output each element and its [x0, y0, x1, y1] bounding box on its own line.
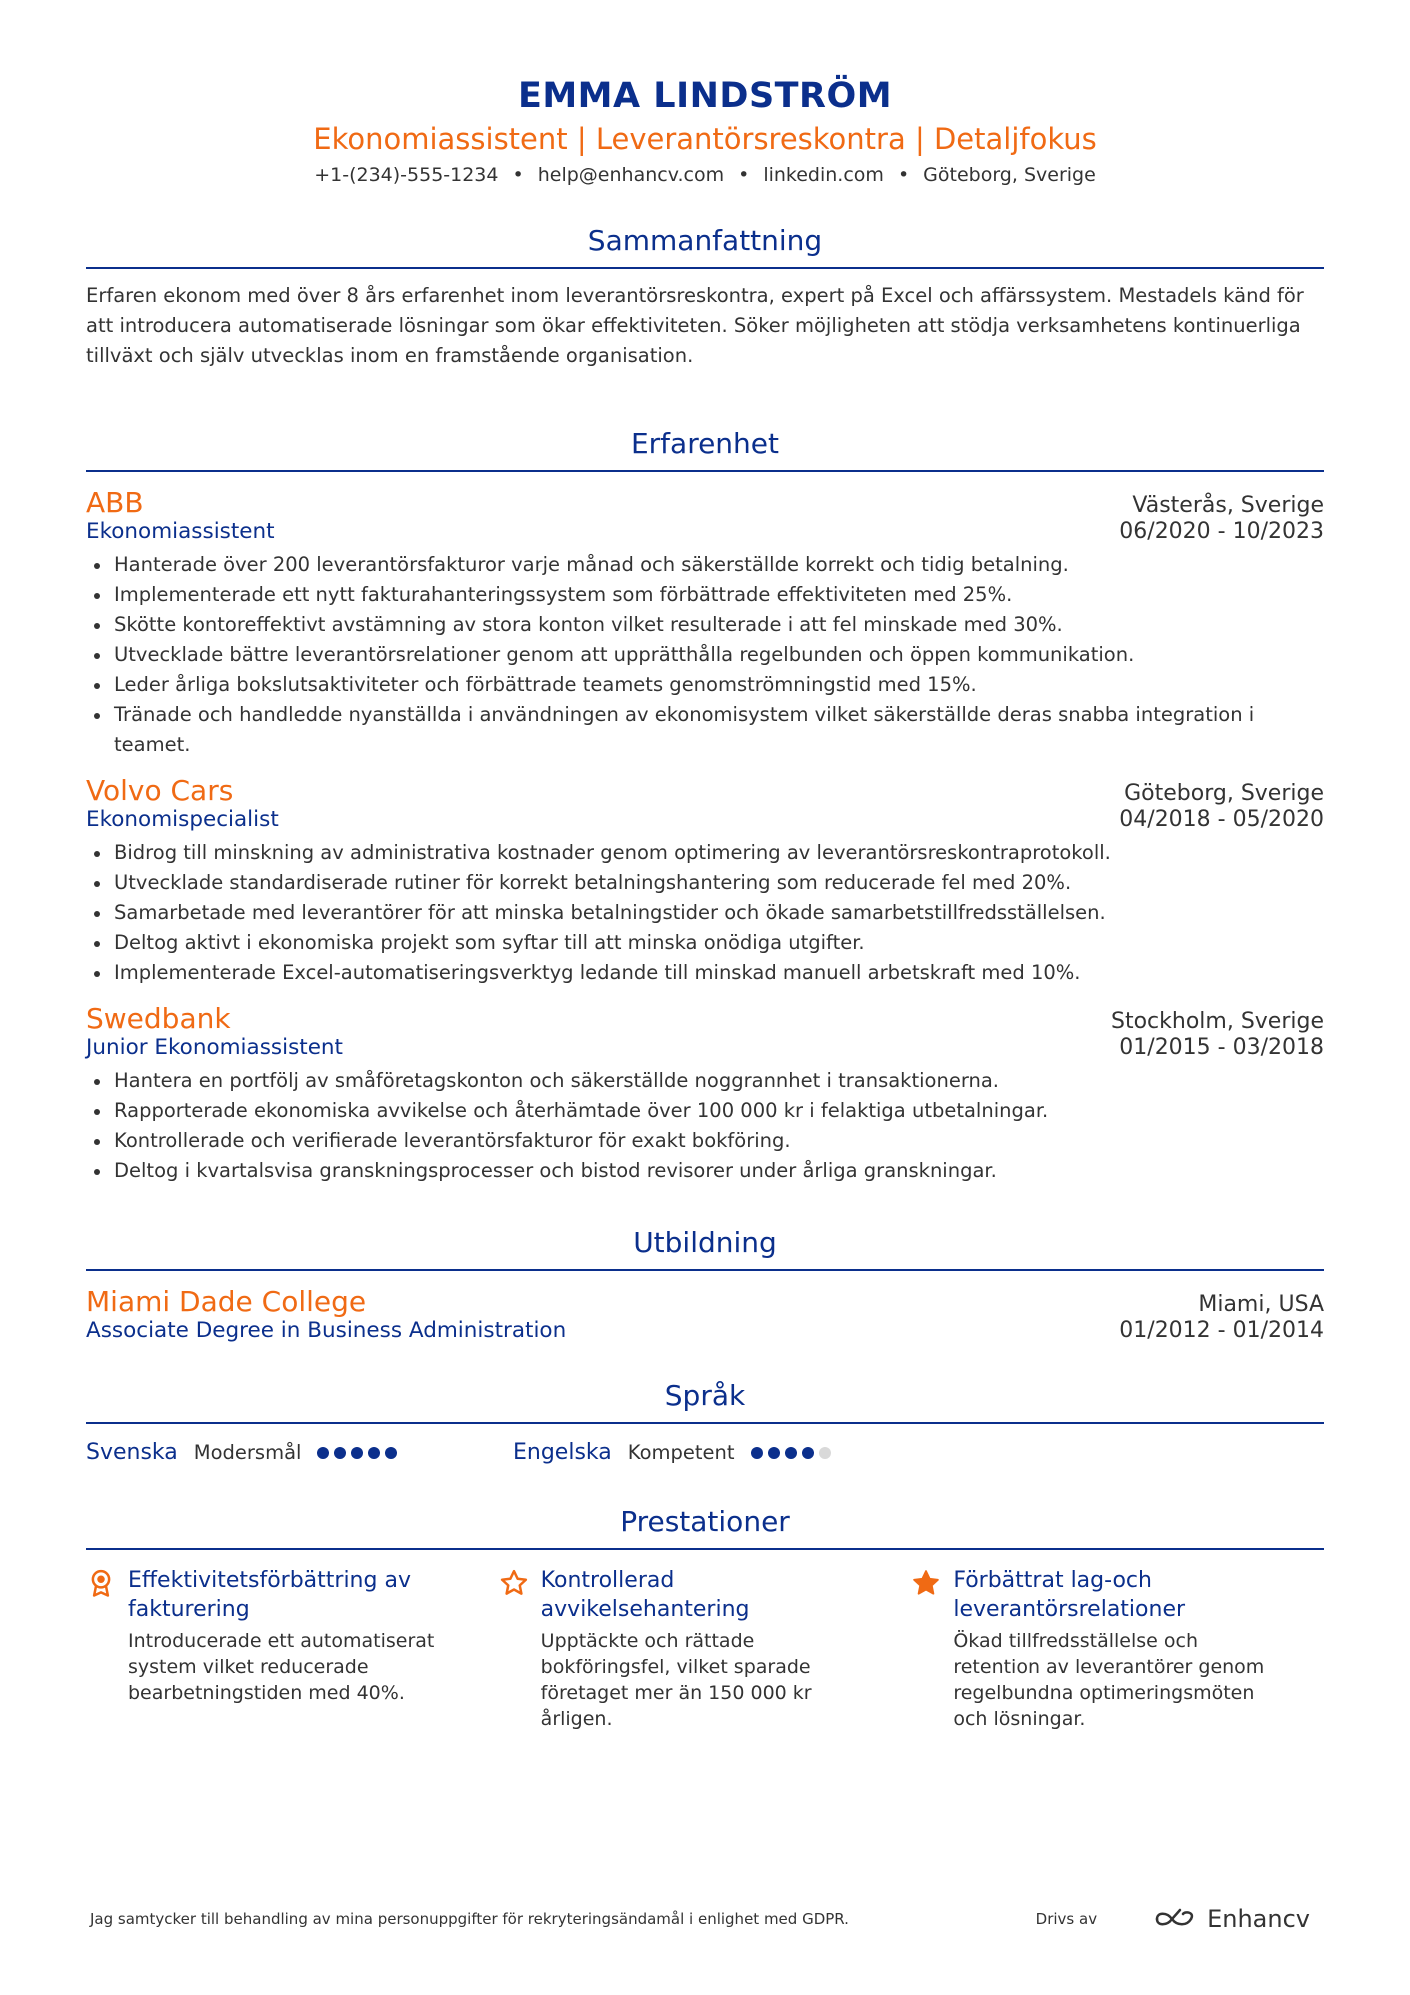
bullet-item: Samarbetade med leverantörer för att minska betalningstider och ökade samarbetstillfredsställelsen. — [86, 898, 1324, 928]
job-role: Ekonomispecialist — [86, 807, 279, 832]
brand-name: Enhancv — [1207, 1905, 1310, 1933]
rating-dot-filled — [768, 1447, 780, 1459]
star-filled-icon — [911, 1568, 941, 1598]
job-bullets — [86, 838, 1324, 988]
contact-line — [86, 164, 1324, 186]
company-name: Volvo Cars — [86, 774, 234, 807]
email-link[interactable]: help@enhancv.com — [537, 164, 725, 186]
bullet-item: Implementerade ett nytt fakturahanteringssystem som förbättrade effektiviteten med 25%. — [86, 580, 1324, 610]
rating-dot-filled — [351, 1447, 363, 1459]
bullet-item: Utvecklade bättre leverantörsrelationer genom att upprätthålla regelbunden och öppen kommunikation. — [86, 640, 1324, 670]
school-name: Miami Dade College — [86, 1285, 367, 1318]
separator-dot: • — [738, 164, 750, 186]
summary-heading: Sammanfattning — [86, 224, 1324, 269]
job-dates: 04/2018 - 05/2020 — [1119, 807, 1324, 832]
enhancv-logo[interactable] — [1153, 1905, 1310, 1933]
language-level: Modersmål — [193, 1441, 302, 1464]
powered-by-label: Drivs av — [1035, 1910, 1098, 1928]
location: Göteborg, Sverige — [923, 164, 1096, 186]
rating-dot-filled — [368, 1447, 380, 1459]
bullet-item: Skötte kontoreffektivt avstämning av stora konton vilket resulterade i att fel minskade med 30%. — [86, 610, 1324, 640]
achievement-title: Kontrollerad avvikelsehantering — [540, 1568, 750, 1622]
job-location: Stockholm, Sverige — [1111, 1009, 1324, 1034]
achievement-title: Effektivitetsförbättring av fakturering — [128, 1568, 411, 1622]
separator-dot: • — [897, 164, 910, 186]
company-name: ABB — [86, 486, 144, 519]
summary-text: Erfaren ekonom med över 8 års erfarenhet inom leverantörsreskontra, expert på Excel och affärssystem. Mestadels känd för att introducera automatiserade lösningar som ökar effektiviteten. Söker möjligheten att stödja verksamhetens kontinuerliga tillväxt och själv utvecklas inom en framstående organisation. — [86, 284, 1304, 367]
rating-dot-filled — [385, 1447, 397, 1459]
achievement-title: Förbättrat lag-och leverantörsrelationer — [953, 1568, 1186, 1622]
job-bullets — [86, 1066, 1324, 1186]
phone: +1-(234)-555-1234 — [314, 164, 499, 186]
bullet-item: Rapporterade ekonomiska avvikelse och återhämtade över 100 000 kr i felaktiga utbetalningar. — [86, 1096, 1324, 1126]
language-rating — [751, 1447, 836, 1459]
candidate-name: EMMA LINDSTRÖM — [517, 76, 893, 116]
rating-dot-filled — [785, 1447, 797, 1459]
bullet-item: Implementerade Excel-automatiseringsverktyg ledande till minskad manuell arbetskraft med 10%. — [86, 958, 1324, 988]
bullet-item: Deltog aktivt i ekonomiska projekt som syftar till att minska onödiga utgifter. — [86, 928, 1324, 958]
job-role: Ekonomiassistent — [86, 519, 275, 544]
linkedin-link[interactable]: linkedin.com — [763, 164, 884, 186]
education-heading: Utbildning — [86, 1226, 1324, 1271]
job-location: Göteborg, Sverige — [1124, 781, 1324, 806]
bullet-item: Bidrog till minskning av administrativa kostnader genom optimering av leverantörsreskontraprotokoll. — [86, 838, 1324, 868]
rating-dot-filled — [317, 1447, 329, 1459]
footer — [90, 1905, 1310, 1933]
language-name: Engelska — [513, 1440, 612, 1465]
experience-heading: Erfarenhet — [86, 427, 1324, 472]
experience-section — [86, 427, 1324, 1186]
job-role: Junior Ekonomiassistent — [86, 1035, 343, 1060]
achievements-heading: Prestationer — [86, 1505, 1324, 1550]
achievement-text: Introducerade ett automatiserat system vilket reducerade bearbetningstiden med 40%. — [128, 1630, 435, 1704]
language-item — [86, 1440, 513, 1465]
degree: Associate Degree in Business Administration — [86, 1318, 567, 1343]
gdpr-consent: Jag samtycker till behandling av mina personuppgifter för rekryteringsändamål i enlighet med GDPR. — [90, 1910, 849, 1928]
bullet-item: Utvecklade standardiserade rutiner för korrekt betalningshantering som reducerade fel med 20%. — [86, 868, 1324, 898]
education-dates: 01/2012 - 01/2014 — [1119, 1318, 1324, 1343]
achievements-section — [86, 1505, 1324, 1732]
rating-dot-empty — [819, 1447, 831, 1459]
languages-section — [86, 1379, 1324, 1465]
school-location: Miami, USA — [1198, 1292, 1324, 1317]
achievement-text: Ökad tillfredsställelse och retention av leverantörer genom regelbundna optimeringsmöten och lösningar. — [953, 1630, 1265, 1730]
bullet-item: Hanterade över 200 leverantörsfakturor varje månad och säkerställde korrekt och tidig betalning. — [86, 550, 1324, 580]
language-rating — [317, 1447, 402, 1459]
rating-dot-filled — [334, 1447, 346, 1459]
summary-section — [86, 224, 1324, 371]
bullet-item: Hantera en portfölj av småföretagskonton och säkerställde noggrannhet i transaktionerna. — [86, 1066, 1324, 1096]
job-entry — [86, 486, 1324, 760]
achievement-item — [86, 1566, 499, 1732]
achievement-item — [911, 1566, 1324, 1732]
achievement-text: Upptäckte och rättade bokföringsfel, vilket sparade företaget mer än 150 000 kr årligen. — [540, 1630, 812, 1730]
language-item — [513, 1440, 940, 1465]
award-icon — [86, 1568, 116, 1598]
languages-heading: Språk — [86, 1379, 1324, 1424]
bullet-item: Kontrollerade och verifierade leverantörsfakturor för exakt bokföring. — [86, 1126, 1324, 1156]
language-level: Kompetent — [627, 1441, 735, 1464]
job-bullets — [86, 550, 1324, 760]
achievement-item — [499, 1566, 912, 1732]
rating-dot-filled — [802, 1447, 814, 1459]
candidate-title: Ekonomiassistent | Leverantörsreskontra | Detaljfokus — [313, 122, 1097, 156]
job-dates: 06/2020 - 10/2023 — [1119, 519, 1324, 544]
education-entry — [86, 1285, 1324, 1343]
bullet-item: Leder årliga bokslutsaktiviteter och förbättrade teamets genomströmningstid med 15%. — [86, 670, 1324, 700]
bullet-item: Deltog i kvartalsvisa granskningsprocesser och bistod revisorer under årliga granskningar. — [86, 1156, 1324, 1186]
job-entry — [86, 774, 1324, 988]
language-name: Svenska — [86, 1440, 178, 1465]
separator-dot: • — [512, 164, 524, 186]
company-name: Swedbank — [86, 1002, 231, 1035]
job-entry — [86, 1002, 1324, 1186]
job-location: Västerås, Sverige — [1132, 493, 1324, 518]
rating-dot-filled — [751, 1447, 763, 1459]
infinity-logo-icon — [1153, 1907, 1199, 1931]
star-outline-icon — [499, 1568, 529, 1598]
job-dates: 01/2015 - 03/2018 — [1119, 1035, 1324, 1060]
education-section — [86, 1226, 1324, 1343]
bullet-item: Tränade och handledde nyanställda i användningen av ekonomisystem vilket säkerställde deras snabba integration i teamet. — [86, 700, 1324, 760]
